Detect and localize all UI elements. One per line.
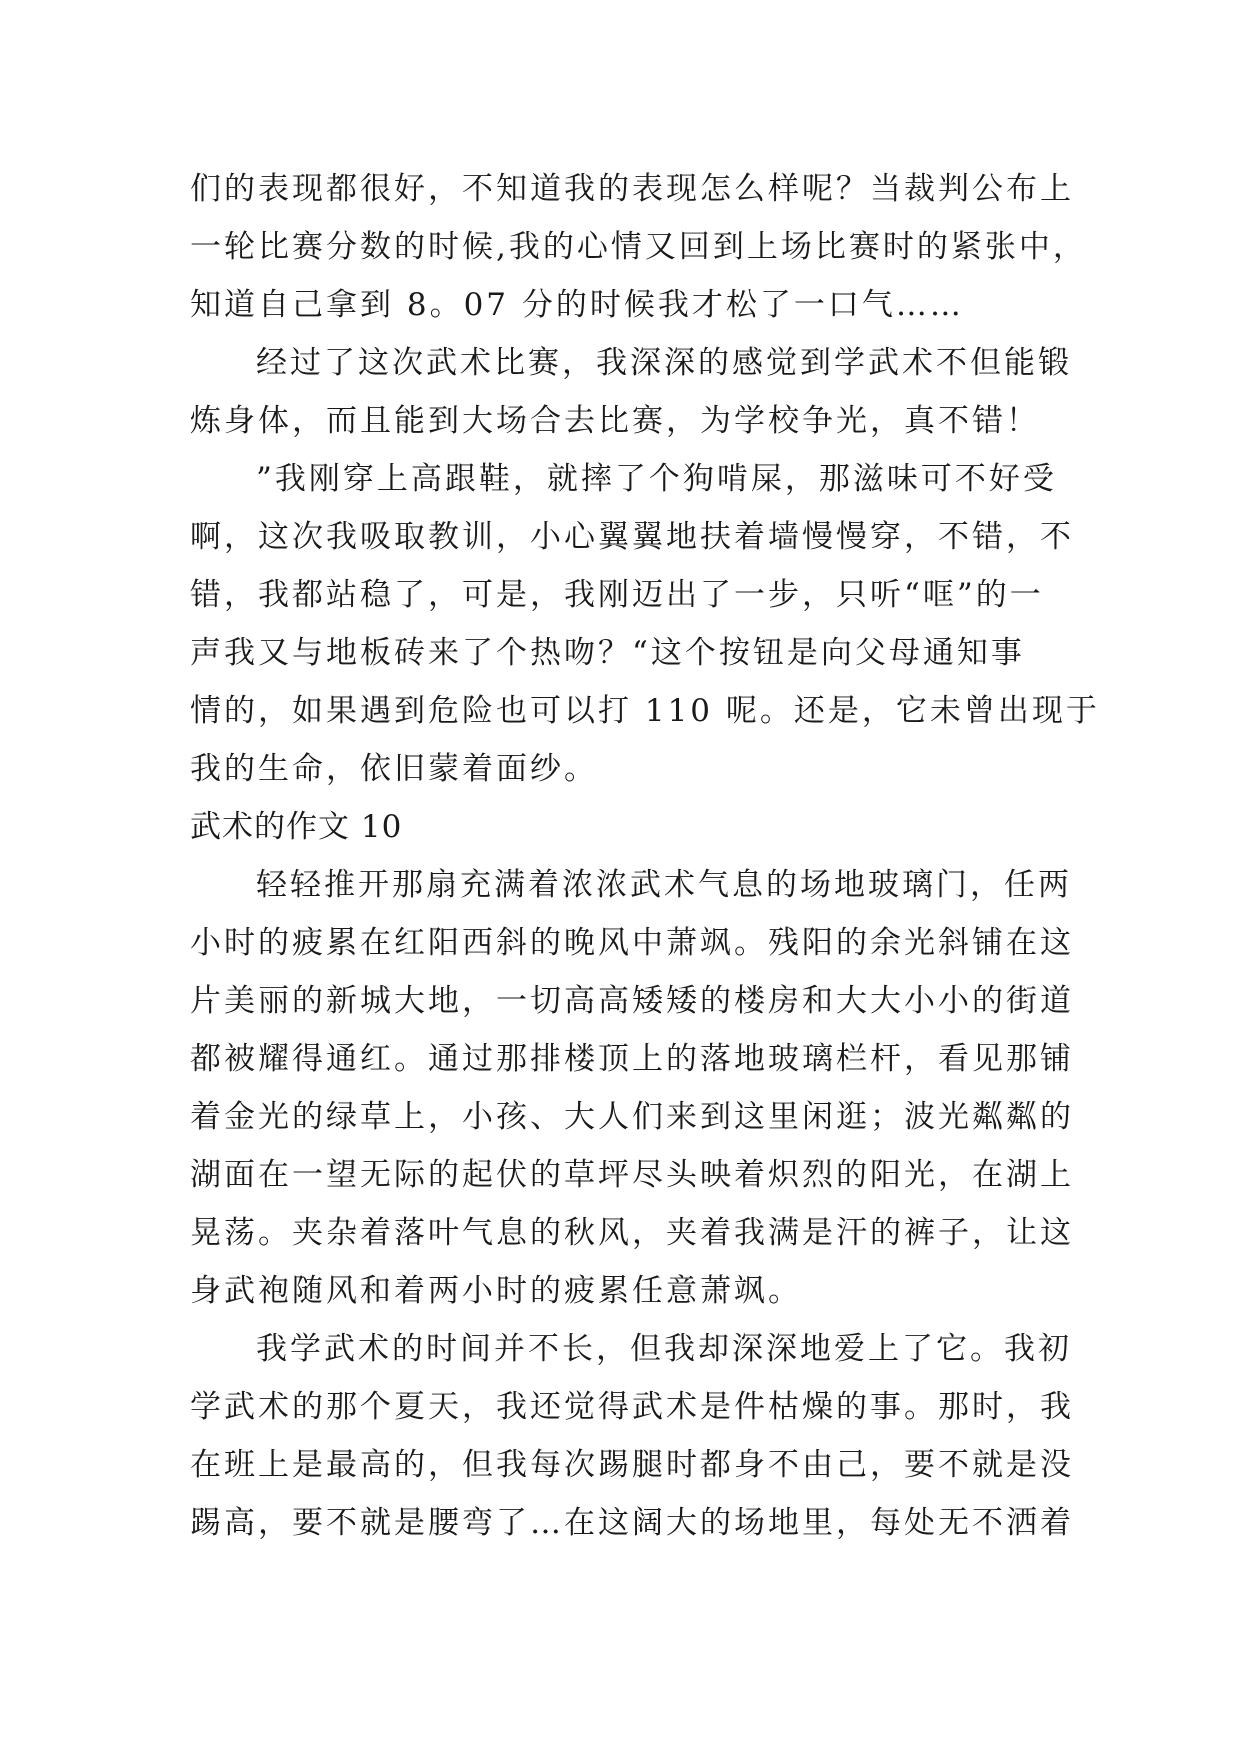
text-line: 踢高，要不就是腰弯了…在这阔大的场地里，每处无不洒着 (190, 1505, 1074, 1541)
paragraph-first-line: 我学武术的时间并不长，但我却深深地爱上了它。我初 (256, 1331, 1072, 1367)
paragraph-first-line: 经过了这次武术比赛，我深深的感觉到学武术不但能锻 (256, 345, 1072, 381)
text-line: 小时的疲累在红阳西斜的晚风中萧飒。残阳的余光斜铺在这 (190, 925, 1074, 961)
text-line: 都被耀得通红。通过那排楼顶上的落地玻璃栏杆，看见那铺 (190, 1041, 1074, 1077)
text-line: 错，我都站稳了，可是，我刚迈出了一步，只听“哐”的一 (190, 577, 1044, 613)
text-line: 身武袍随风和着两小时的疲累任意萧飒。 (190, 1273, 802, 1309)
text-line: 湖面在一望无际的起伏的草坪尽头映着炽烈的阳光，在湖上 (190, 1157, 1074, 1193)
text-line: 晃荡。夹杂着落叶气息的秋风，夹着我满是汗的裤子，让这 (190, 1215, 1074, 1251)
text-line: 知道自己拿到 8。07 分的时候我才松了一口气…… (190, 287, 964, 323)
text-line: 片美丽的新城大地，一切高高矮矮的楼房和大大小小的街道 (190, 983, 1074, 1019)
paragraph-first-line: ”我刚穿上高跟鞋，就摔了个狗啃屎，那滋味可不好受 (256, 461, 1057, 497)
text-line: 在班上是最高的，但我每次踢腿时都身不由己，要不就是没 (190, 1447, 1074, 1483)
text-line: 们的表现都很好，不知道我的表现怎么样呢？当裁判公布上 (190, 171, 1074, 207)
text-line: 声我又与地板砖来了个热吻？“这个按钮是向父母通知事 (190, 635, 1025, 671)
text-line: 啊，这次我吸取教训，小心翼翼地扶着墙慢慢穿，不错，不 (190, 519, 1074, 555)
document-body (190, 160, 1100, 1552)
text-line: 着金光的绿草上，小孩、大人们来到这里闲逛；波光粼粼的 (190, 1099, 1074, 1135)
text-line: 情的，如果遇到危险也可以打 110 呢。还是，它未曾出现于 (190, 693, 1100, 729)
text-line: 炼身体，而且能到大场合去比赛，为学校争光，真不错！ (190, 403, 1040, 439)
text-line: 一轮比赛分数的时候,我的心情又回到上场比赛时的紧张中， (190, 229, 1087, 265)
section-heading: 武术的作文 10 (190, 809, 403, 845)
paragraph-first-line: 轻轻推开那扇充满着浓浓武术气息的场地玻璃门，任两 (256, 867, 1072, 903)
text-line: 学武术的那个夏天，我还觉得武术是件枯燥的事。那时，我 (190, 1389, 1074, 1425)
text-line: 我的生命，依旧蒙着面纱。 (190, 751, 598, 787)
